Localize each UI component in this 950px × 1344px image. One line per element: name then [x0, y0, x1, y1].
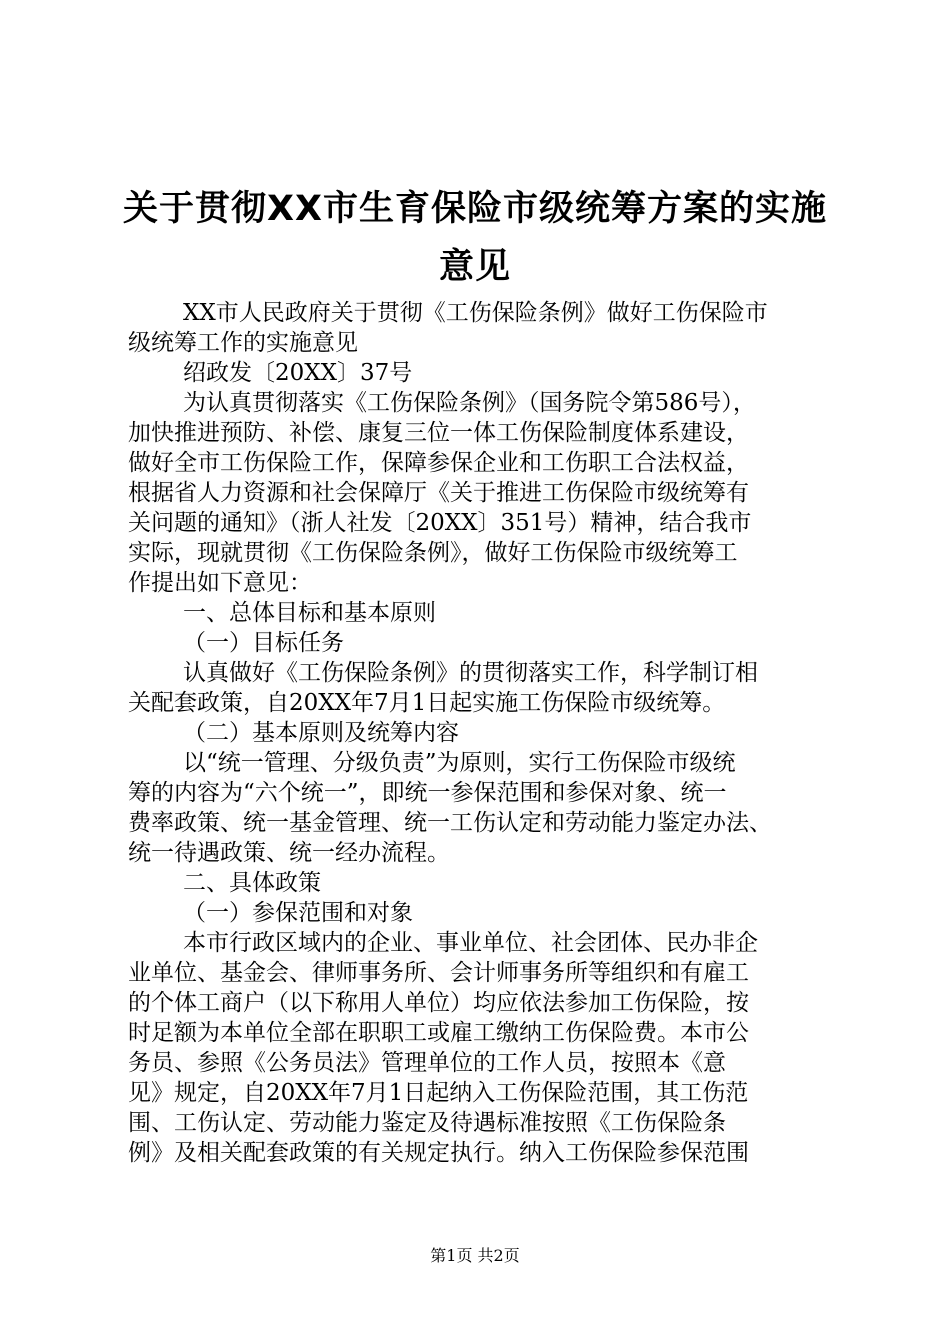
paragraph-line: 级统筹工作的实施意见: [128, 330, 358, 356]
paragraph-line: 的个体工商户（以下称用人单位）均应依法参加工伤保险，按: [128, 990, 749, 1016]
paragraph-line: 认真做好《工伤保险条例》的贯彻落实工作，科学制订相: [183, 660, 758, 686]
page-number-footer: 第1页 共2页: [430, 1246, 520, 1265]
paragraph-line: 见》规定，自20XX年7月1日起纳入工伤保险范围，其工伤范: [128, 1080, 749, 1106]
paragraph-line: 业单位、基金会、律师事务所、会计师事务所等组织和有雇工: [128, 960, 749, 986]
section-heading: 一、总体目标和基本原则: [183, 600, 436, 626]
section-heading: 二、具体政策: [183, 870, 321, 896]
paragraph-line: 务员、参照《公务员法》管理单位的工作人员，按照本《意: [128, 1050, 726, 1076]
paragraph-line: 根据省人力资源和社会保障厅《关于推进工伤保险市级统筹有: [128, 480, 749, 506]
paragraph-line: 绍政发〔20XX〕37号: [183, 360, 413, 386]
paragraph-line: XX市人民政府关于贯彻《工伤保险条例》做好工伤保险市: [183, 300, 768, 326]
subsection-heading: （一）参保范围和对象: [183, 900, 413, 926]
paragraph-line: 做好全市工伤保险工作，保障参保企业和工伤职工合法权益，: [128, 450, 749, 476]
paragraph-line: 作提出如下意见：: [128, 570, 312, 596]
paragraph-line: 围、工伤认定、劳动能力鉴定及待遇标准按照《工伤保险条: [128, 1110, 726, 1136]
paragraph-line: 时足额为本单位全部在职职工或雇工缴纳工伤保险费。本市公: [128, 1020, 749, 1046]
subsection-heading: （二）基本原则及统筹内容: [183, 720, 459, 746]
subsection-heading: （一）目标任务: [183, 630, 344, 656]
paragraph-line: 关配套政策，自20XX年7月1日起实施工伤保险市级统筹。: [128, 690, 726, 716]
paragraph-line: 以“统一管理、分级负责”为原则，实行工伤保险市级统: [183, 750, 736, 776]
paragraph-line: 筹的内容为“六个统一”，即统一参保范围和参保对象、统一: [128, 780, 727, 806]
document-title-line-1: 关于贯彻XX市生育保险市级统筹方案的实施: [123, 189, 827, 229]
paragraph-line: 本市行政区域内的企业、事业单位、社会团体、民办非企: [183, 930, 758, 956]
paragraph-line: 统一待遇政策、统一经办流程。: [128, 840, 450, 866]
paragraph-line: 实际，现就贯彻《工伤保险条例》，做好工伤保险市级统筹工: [128, 540, 738, 566]
paragraph-line: 加快推进预防、补偿、康复三位一体工伤保险制度体系建设，: [128, 420, 749, 446]
paragraph-line: 费率政策、统一基金管理、统一工伤认定和劳动能力鉴定办法、: [128, 810, 772, 836]
document-body: [128, 298, 840, 1168]
paragraph-line: 关问题的通知》（浙人社发〔20XX〕351号）精神，结合我市: [128, 510, 752, 536]
paragraph-line: 为认真贯彻落实《工伤保险条例》（国务院令第586号），: [183, 390, 756, 416]
paragraph-line: 例》及相关配套政策的有关规定执行。纳入工伤保险参保范围: [128, 1140, 749, 1166]
document-title-line-2: 意见: [438, 247, 511, 287]
